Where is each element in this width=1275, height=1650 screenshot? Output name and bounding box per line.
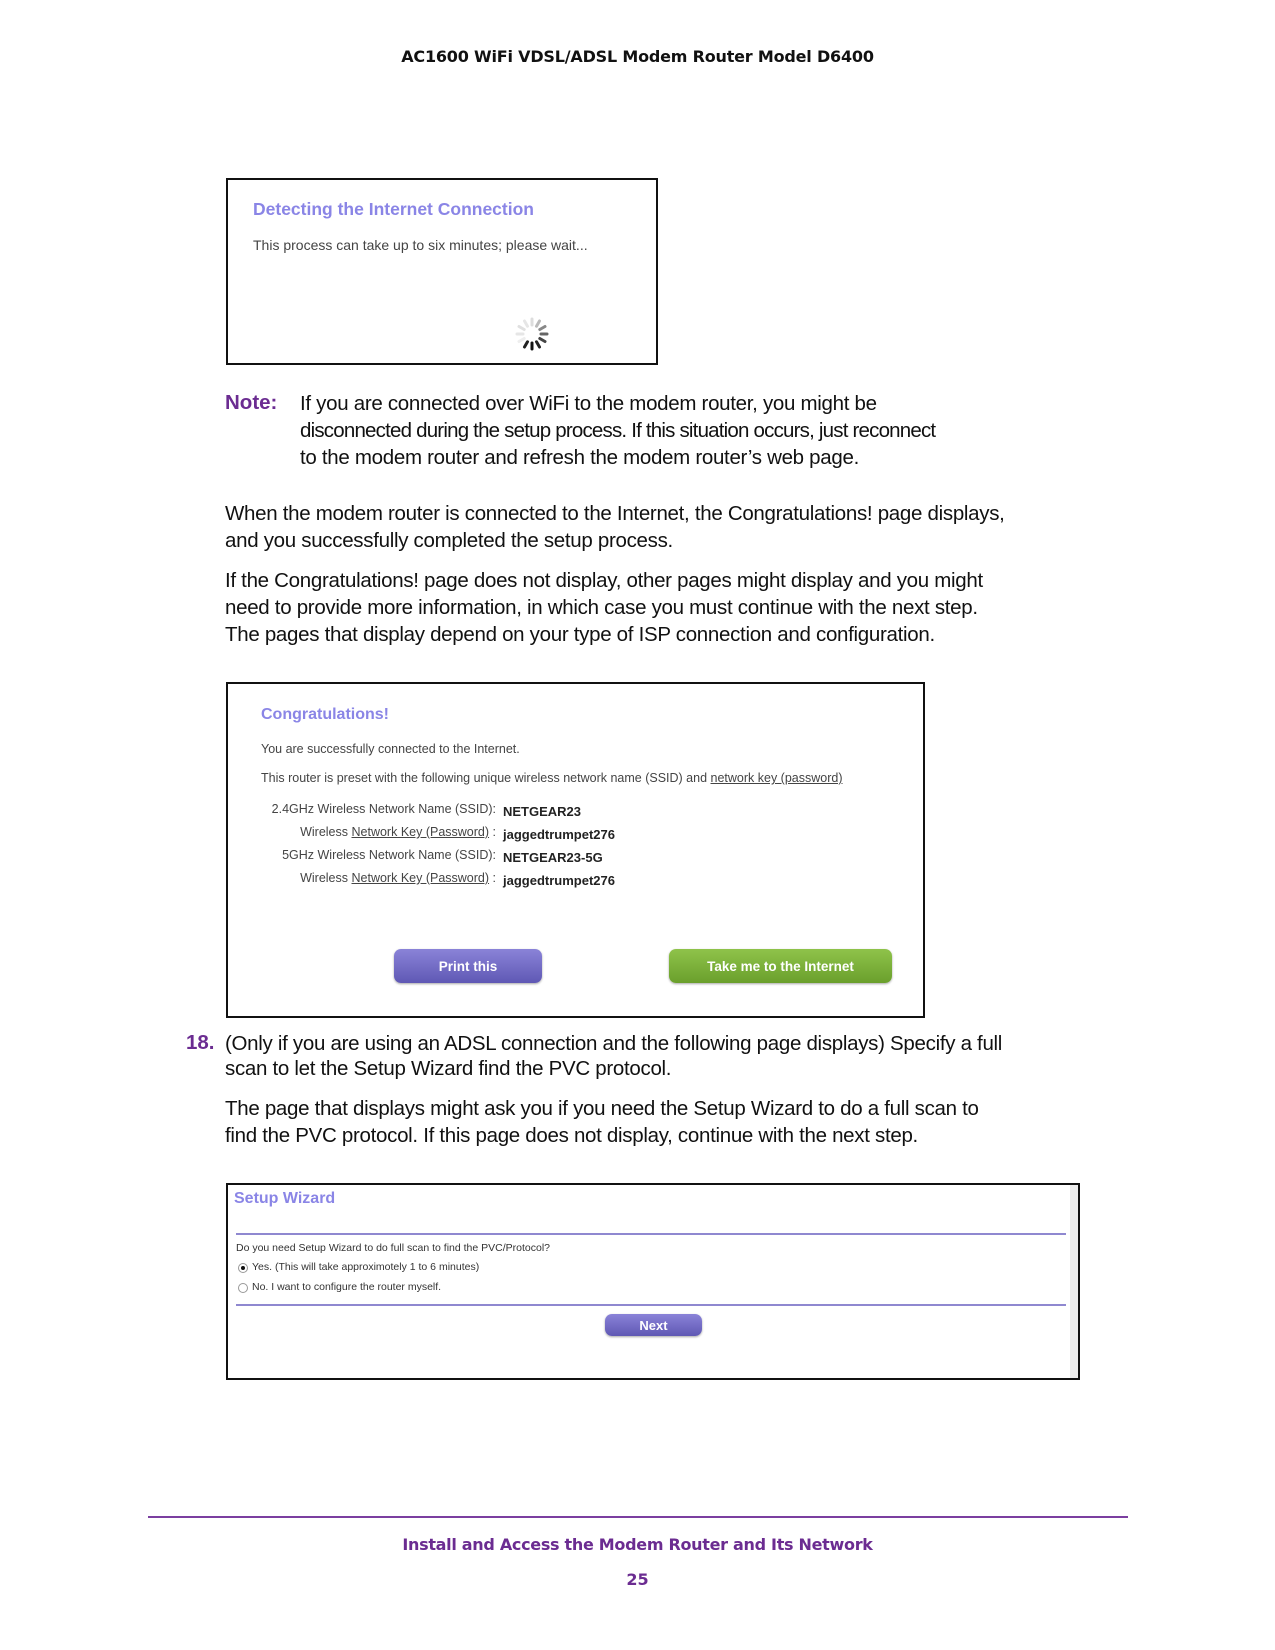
- congratulations-screenshot: [226, 682, 925, 1018]
- detecting-message: This process can take up to six minutes; please wait...: [253, 237, 588, 253]
- key-24-value: jaggedtrumpet276: [503, 827, 615, 842]
- footer-divider: [148, 1516, 1128, 1518]
- take-me-to-internet-button[interactable]: Take me to the Internet: [669, 949, 892, 983]
- setup-wizard-title: Setup Wizard: [234, 1190, 336, 1207]
- ssid-5-value: NETGEAR23-5G: [503, 850, 603, 865]
- key-5-label: [300, 871, 496, 885]
- step-18-line-2: scan to let the Setup Wizard find the PVC protocol.: [225, 1057, 672, 1080]
- key-24-label: [300, 825, 496, 839]
- separator: :: [492, 802, 496, 816]
- key-24-label-text: Wireless: [300, 825, 352, 839]
- key-5-label-text: Wireless: [300, 871, 352, 885]
- loading-spinner-icon: [512, 314, 552, 354]
- footer-chapter-title: Install and Access the Modem Router and Its Network: [402, 1535, 873, 1554]
- ssid-24-label-text: 2.4GHz Wireless Network Name (SSID): [271, 802, 493, 816]
- step-number: 18.: [186, 1031, 215, 1054]
- yes-radio[interactable]: [238, 1263, 248, 1273]
- paragraph-2-line-1: If the Congratulations! page does not display, other pages might display and you might: [225, 569, 983, 592]
- yes-option-label: Yes. (This will take approximotely 1 to 6 minutes): [252, 1261, 480, 1273]
- step-18-followup-1: The page that displays might ask you if you need the Setup Wizard to do a full scan to: [225, 1097, 979, 1120]
- page-header-title: AC1600 WiFi VDSL/ADSL Modem Router Model D6400: [401, 47, 874, 66]
- detecting-connection-screenshot: [226, 178, 658, 365]
- preset-message-text: This router is preset with the following unique wireless network name (SSID) and: [261, 771, 711, 785]
- no-radio[interactable]: [238, 1283, 248, 1293]
- page-number: 25: [626, 1570, 649, 1589]
- step-18-followup-2: find the PVC protocol. If this page does not display, continue with the next step.: [225, 1124, 918, 1147]
- network-key-password-link[interactable]: Network Key (Password): [351, 871, 490, 885]
- separator: :: [489, 871, 496, 885]
- step-18-line-1: (Only if you are using an ADSL connection and the following page displays) Specify a full: [225, 1032, 1003, 1055]
- paragraph-1-line-2: and you successfully completed the setup process.: [225, 529, 673, 552]
- next-button[interactable]: Next: [605, 1314, 702, 1336]
- note-line-1: If you are connected over WiFi to the modem router, you might be: [300, 392, 877, 415]
- note-label: Note:: [225, 391, 278, 414]
- network-key-link[interactable]: network key (password): [710, 771, 843, 785]
- note-line-3: to the modem router and refresh the modem router’s web page.: [300, 446, 859, 469]
- paragraph-2-line-3: The pages that display depend on your type of ISP connection and configuration.: [225, 623, 935, 646]
- network-key-password-link[interactable]: Network Key (Password): [351, 825, 490, 839]
- paragraph-2-line-2: need to provide more information, in which case you must continue with the next step.: [225, 596, 978, 619]
- separator: :: [492, 848, 496, 862]
- print-this-button[interactable]: Print this: [394, 949, 542, 983]
- connected-message: You are successfully connected to the Internet.: [261, 742, 520, 756]
- note-line-2: disconnected during the setup process. If this situation occurs, just reconnect: [300, 419, 936, 442]
- no-option-label: No. I want to configure the router myself.: [252, 1281, 442, 1293]
- congratulations-title: Congratulations!: [261, 706, 389, 723]
- setup-wizard-screenshot: [226, 1183, 1080, 1380]
- ssid-5-label-text: 5GHz Wireless Network Name (SSID): [282, 848, 493, 862]
- ssid-24-value: NETGEAR23: [503, 804, 582, 819]
- full-scan-question: Do you need Setup Wizard to do full scan to find the PVC/Protocol?: [236, 1242, 551, 1254]
- separator: :: [489, 825, 496, 839]
- detecting-title: Detecting the Internet Connection: [253, 199, 534, 219]
- preset-message: [261, 771, 843, 785]
- scrollbar-track: [1070, 1185, 1078, 1378]
- ssid-24-label: [272, 802, 496, 816]
- key-5-value: jaggedtrumpet276: [503, 873, 615, 888]
- ssid-5-label: [282, 848, 496, 862]
- divider: [236, 1233, 1066, 1235]
- divider: [236, 1304, 1066, 1306]
- paragraph-1-line-1: When the modem router is connected to the Internet, the Congratulations! page displays,: [225, 502, 1005, 525]
